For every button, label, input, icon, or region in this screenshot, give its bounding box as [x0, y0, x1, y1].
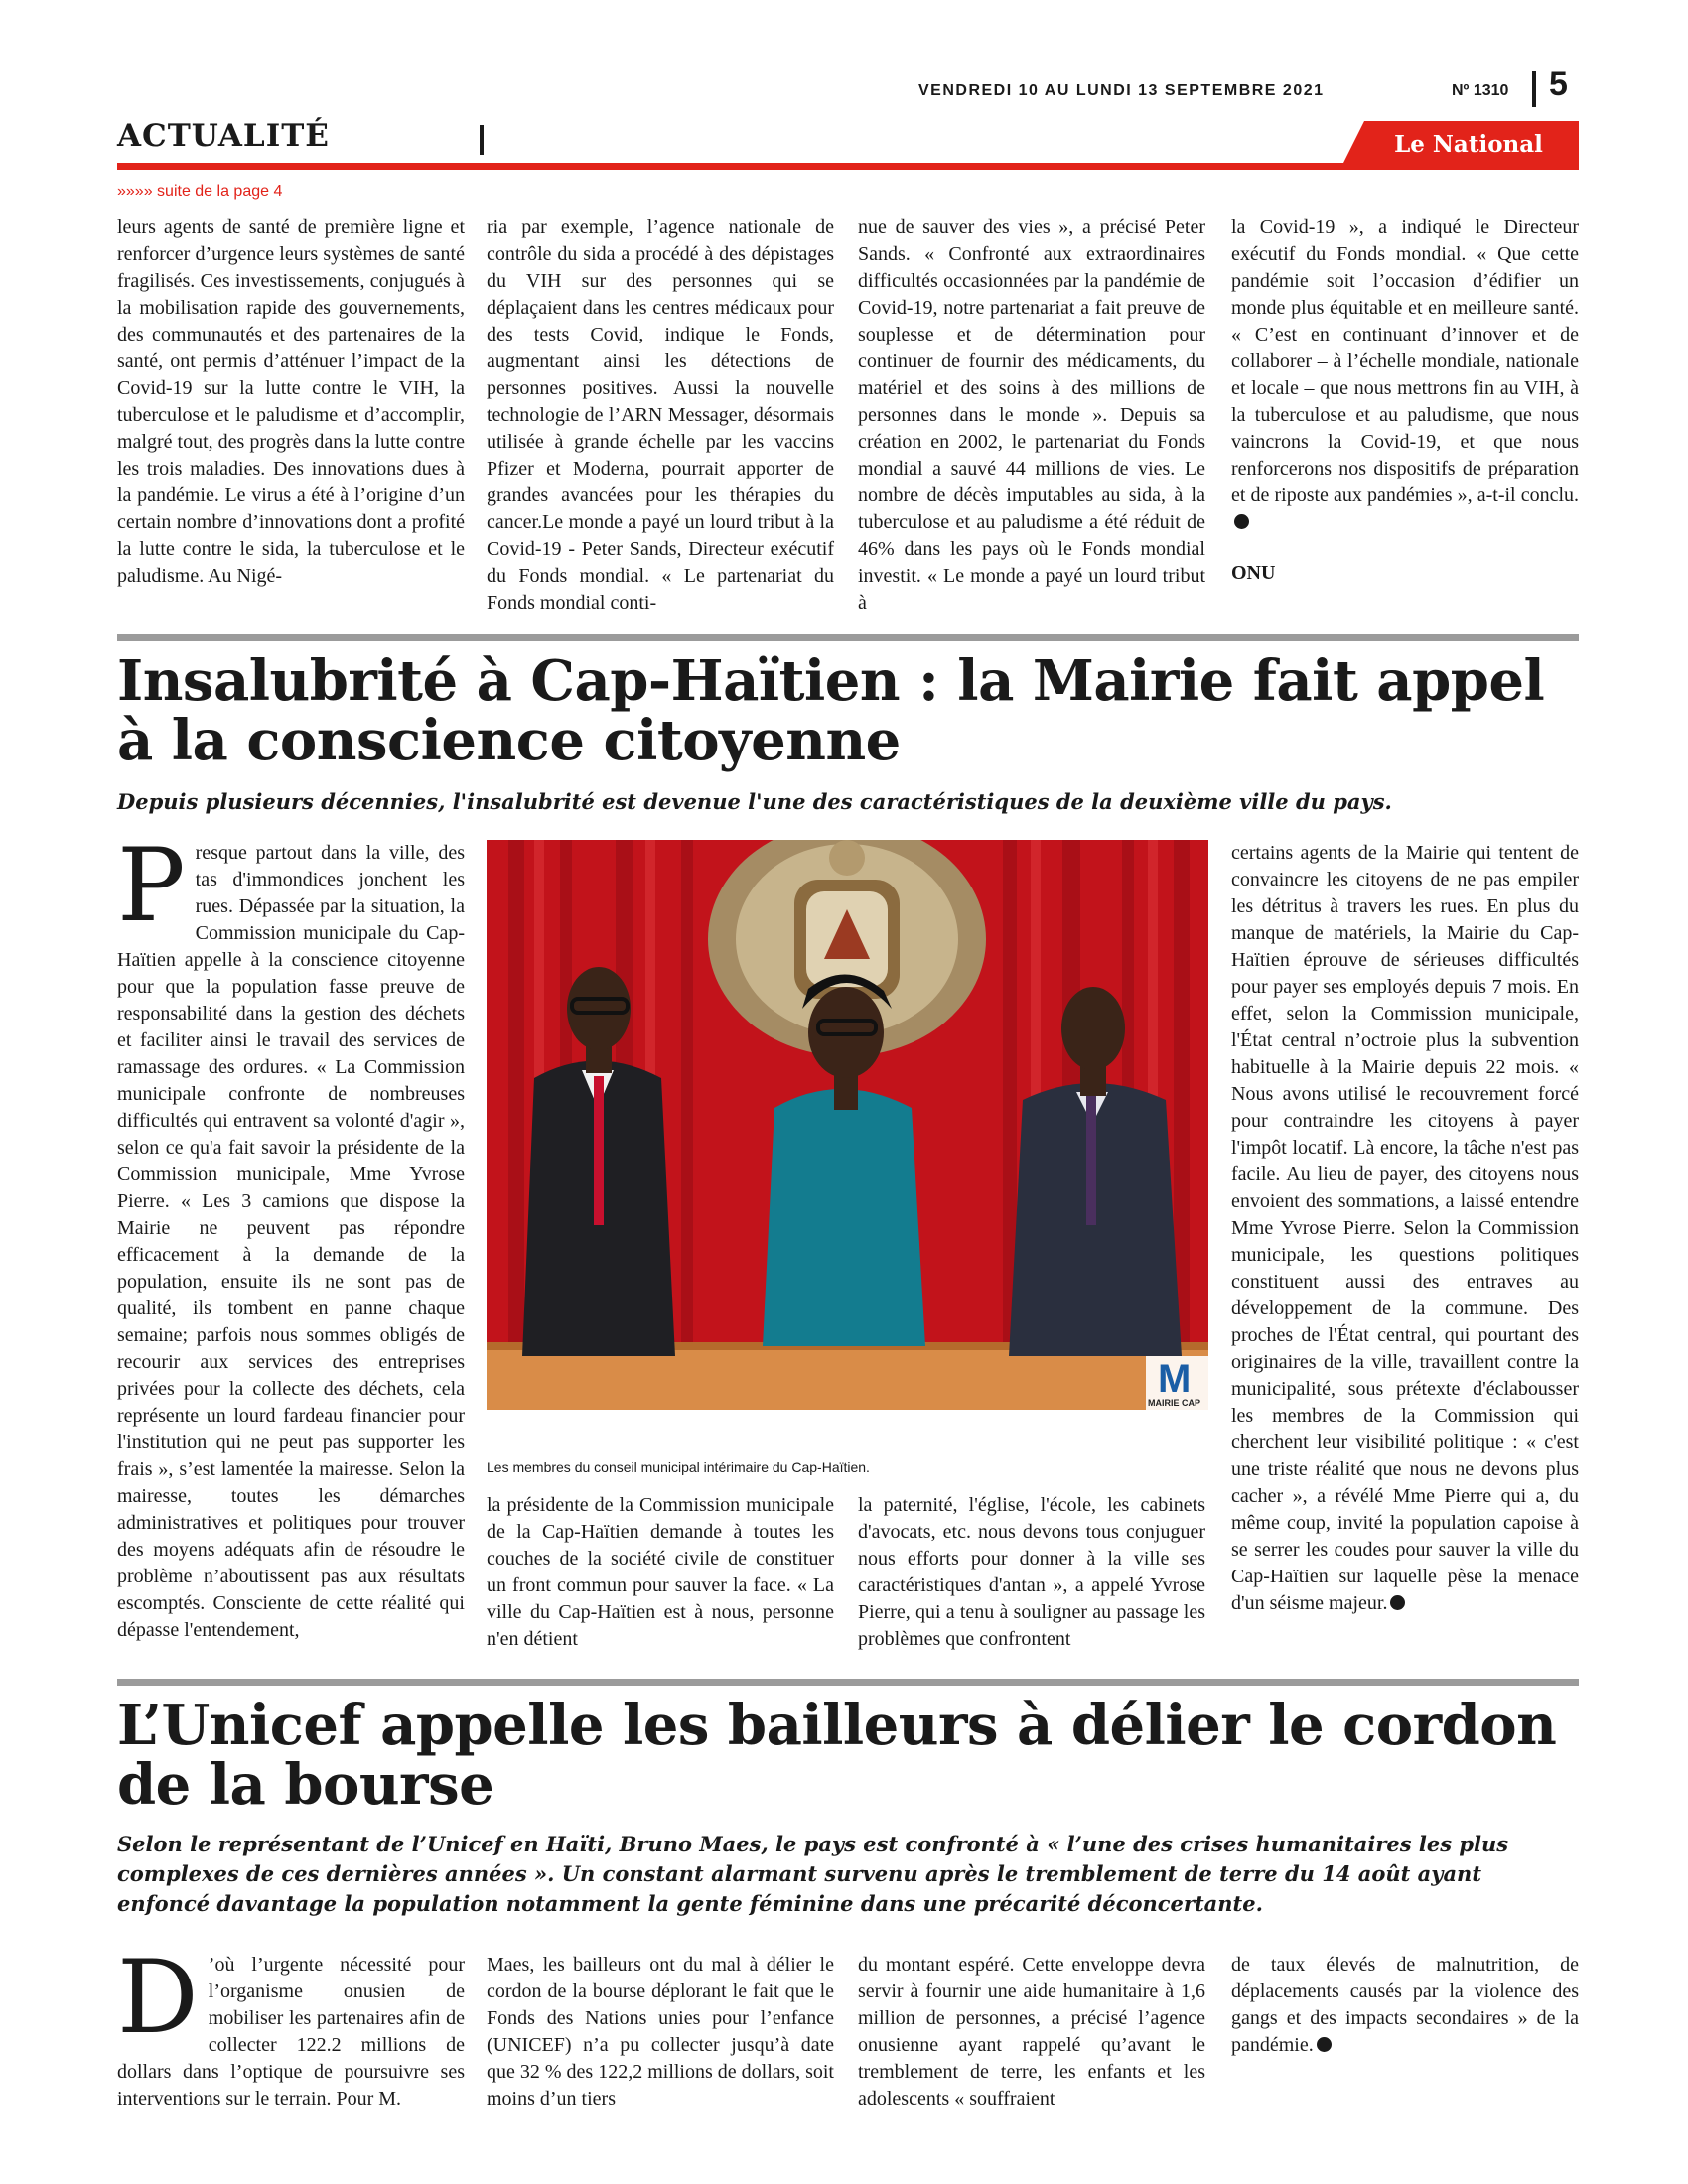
article1-column-4-text: la Covid-19 », a indiqué le Directeur exécutif du Fonds mondial. « Que cette pandémie soit l’occasion d’édifier un monde plus équitable et en meilleure santé. « C’est en continuant d’innover et de collaborer – à l’échelle mondiale, nationale et locale – que nous mettrons fin au VIH, à la tuberculose et au paludisme, que nous vaincrons la Covid-19, et que nous renforcerons nos dispositifs de préparation et de riposte aux pandémies », a-t-il conclu.	[1231, 216, 1579, 506]
council-photo	[487, 840, 1208, 1410]
end-of-article-icon	[1390, 1595, 1405, 1610]
article3-column-2-text: Maes, les bailleurs ont du mal à délier le cordon de la bourse déplorant le fait que le Fonds des Nations unies pour l’enfance (UNICEF) n’a pu collecter jusqu’à date que 32 % des 122,2 millions de dollars, soit moins d’un tiers	[487, 1954, 834, 2110]
article2-deck: Depuis plusieurs décennies, l'insalubrité est devenue l'une des caractéristiques de la deuxième ville du pays.	[117, 789, 1392, 814]
article-separator	[117, 1679, 1579, 1686]
mairie-logo-icon	[1146, 1356, 1208, 1410]
article1-signature: ONU	[1231, 562, 1276, 584]
issue-date: VENDREDI 10 AU LUNDI 13 SEPTEMBRE 2021	[918, 82, 1325, 99]
article1-column-3	[858, 214, 1205, 616]
article2-dropcap: P	[117, 827, 186, 945]
end-of-article-icon	[1317, 2037, 1332, 2052]
page-number: 5	[1549, 66, 1568, 103]
mairie-logo-text: MAIRIE CAP	[1148, 1398, 1201, 1408]
article2-column-2	[487, 1492, 834, 1653]
article2-column-4	[1231, 840, 1579, 1617]
article2-column-1	[117, 827, 465, 1644]
page-number-divider	[1532, 71, 1536, 107]
article3-headline: L’Unicef appelle les bailleurs à délier le cordon de la bourse	[117, 1693, 1557, 1818]
section-title: ACTUALITÉ	[117, 118, 330, 154]
article3-column-3	[858, 1952, 1205, 2113]
article3-column-2	[487, 1952, 834, 2113]
article3-column-4	[1231, 1952, 1579, 2059]
article2-column-4-text: certains agents de la Mairie qui tentent de convaincre les citoyens de ne pas empiler les détritus à travers les rues. En plus du manque de matériels, la Mairie du Cap-Haïtien éprouve de sérieuses difficultés pour payer ses employés depuis 7 mois. En effet, selon la Commission municipale, l'État central n’octroie plus la subvention habituelle à la Mairie depuis 22 mois. « Nous avons utilisé le recouvrement forcé pour contraindre les citoyens à payer l'impôt locatif. Là encore, la tâche n'est pas facile. Au lieu de payer, des citoyens nous envoient des sommations, a laissé entendre Mme Yvrose Pierre. Selon la Commission municipale, les questions politiques constituent aussi des entraves au développement de la commune. Des proches de l'État central, qui pourtant des originaires de la ville, travaillent contre la municipalité, sous prétexte d'éclabousser les membres de la Commission qui cherchent leur visibilité politique : « c'est une triste réalité que nous ne devons plus cacher », a révélé Mme Pierre qui a, du même coup, invité la population capoise à se serrer les coudes pour sauver la ville du Cap-Haïtien sur laquelle pèse la menace d'un séisme majeur.	[1231, 842, 1579, 1614]
article1-column-2	[487, 214, 834, 616]
article2-column-3	[858, 1492, 1205, 1653]
article1-column-4	[1231, 214, 1579, 536]
article1-column-1	[117, 214, 465, 590]
article1-column-3-text: nue de sauver des vies », a précisé Peter Sands. « Confronté aux extraordinaires difficultés occasionnées par la pandémie de Covid-19, notre partenariat a fait preuve de souplesse et de détermination pour continuer de fournir des médicaments, du matériel et des soins à des millions de personnes dans le monde ». Depuis sa création en 2002, le partenariat du Fonds mondial a sauvé 44 millions de vies. Le nombre de décès imputables au sida, à la tuberculose et au paludisme a été réduit de 46% dans les pays où le Fonds mondial investit. « Le monde a payé un lourd tribut à	[858, 216, 1205, 614]
article-separator	[117, 634, 1579, 641]
end-of-article-icon	[1234, 514, 1249, 529]
article3-deck: Selon le représentant de l’Unicef en Haïti, Bruno Maes, le pays est confronté à « l’une des crises humanitaires les plus complexes de ces dernières années ». Un constant alarmant survenu après le tremblement de terre du 14 août ayant enfoncé davantage la population notamment la gente féminine dans une précarité déconcertante.	[117, 1832, 1509, 1916]
article2-column-2-text: la présidente de la Commission municipale de la Cap-Haïtien demande à toutes les couches de la société civile de constituer un front commun pour sauver la face. « La ville du Cap-Haïtien est à nous, personne n'en détient	[487, 1494, 834, 1650]
photo-caption: Les membres du conseil municipal intérimaire du Cap-Haïtien.	[487, 1459, 870, 1475]
article3-dropcap: D	[117, 1939, 199, 2057]
article3-column-3-text: du montant espéré. Cette enveloppe devra servir à fournir une aide humanitaire à 1,6 million de personnes, a précisé l’agence onusienne ayant rappelé qu’avant le tremblement de terre, les enfants et les adolescents « souffraient	[858, 1954, 1205, 2110]
mairie-logo-letter: M	[1158, 1357, 1192, 1401]
issue-number: Nº 1310	[1452, 82, 1509, 99]
article3-column-4-text: de taux élevés de malnutrition, de déplacements causés par la violence des gangs et des impacts secondaires » de la pandémie.	[1231, 1954, 1579, 2056]
article1-column-1-text: leurs agents de santé de première ligne et renforcer d’urgence leurs systèmes de santé fragilisés. Ces investissements, conjugués à la mobilisation rapide des gouvernements, des communautés et des partenaires de la santé, ont permis d’atténuer l’impact de la Covid-19 sur la lutte contre le VIH, la tuberculose et le paludisme et d’accomplir, malgré tout, des progrès dans la lutte contre les trois maladies. Des innovations dues à la pandémie. Le virus a été à l’origine d’un certain nombre d’innovations dont a profité la lutte contre le sida, la tuberculose et le paludisme. Au Nigé-	[117, 216, 465, 587]
article2-headline: Insalubrité à Cap-Haïtien : la Mairie fait appel à la conscience citoyenne	[117, 648, 1545, 773]
continued-from: »»»» suite de la page 4	[117, 183, 283, 200]
article1-column-2-text: ria par exemple, l’agence nationale de contrôle du sida a procédé à des dépistages du VIH sur des personnes qui se déplaçaient dans les centres médicaux pour des tests Covid, indique le Fonds, augmentant ainsi les détections de personnes positives. Aussi la nouvelle technologie de l’ARN Messager, désormais utilisée à grande échelle par les vaccins Pfizer et Moderna, pourrait apporter de grandes avancées pour les thérapies du cancer.Le monde a payé un lourd tribut à la Covid-19 - Peter Sands, Directeur exécutif du Fonds mondial. « Le partenariat du Fonds mondial conti-	[487, 216, 834, 614]
brand-name: Le National	[1394, 131, 1543, 158]
article2-column-3-text: la paternité, l'église, l'école, les cabinets d'avocats, etc. nous devons tous conjuguer nous efforts pour donner à la ville ses caractéristiques d'antan », a appelé Yvrose Pierre, qui a tenu à souligner au passage les problèmes que confrontent	[858, 1494, 1205, 1650]
article2-column-1-text: resque partout dans la ville, des tas d'immondices jonchent les rues. Dépassée par la situation, la Commission municipale du Cap-Haïtien appelle à la conscience citoyenne pour que la population fasse preuve de responsabilité dans la gestion des déchets et faciliter ainsi le travail des services de ramassage des ordures. « La Commission municipale confronte de nombreuses difficultés qui entravent sa volonté d'agir », selon ce qu'a fait savoir la présidente de la Commission municipale, Mme Yvrose Pierre. « Les 3 camions que dispose la Mairie ne peuvent pas répondre efficacement à la demande de la population, ensuite ils ne sont pas de qualité, ils tombent en panne chaque semaine; parfois nous sommes obligés de recourir aux services des entreprises privées pour la collecte des déchets, cela représente un lourd fardeau financier pour l'institution qui ne peut pas supporter les frais », s’est lamentée la mairesse. Selon la mairesse, toutes les démarches administratives et politiques pour trouver des moyens adéquats afin de résoudre le problème n’aboutissent pas aux résultats escomptés. Consciente de cette réalité qui dépasse l'entendement,	[117, 842, 465, 1641]
section-divider	[480, 125, 484, 155]
article3-column-1	[117, 1939, 465, 2113]
article3-column-1-text: ’où l’urgente nécessité pour l’organisme onusien de mobiliser les partenaires afin de collecter 122.2 millions de dollars dans l’optique de poursuivre ses interventions sur le terrain. Pour M.	[117, 1954, 465, 2110]
